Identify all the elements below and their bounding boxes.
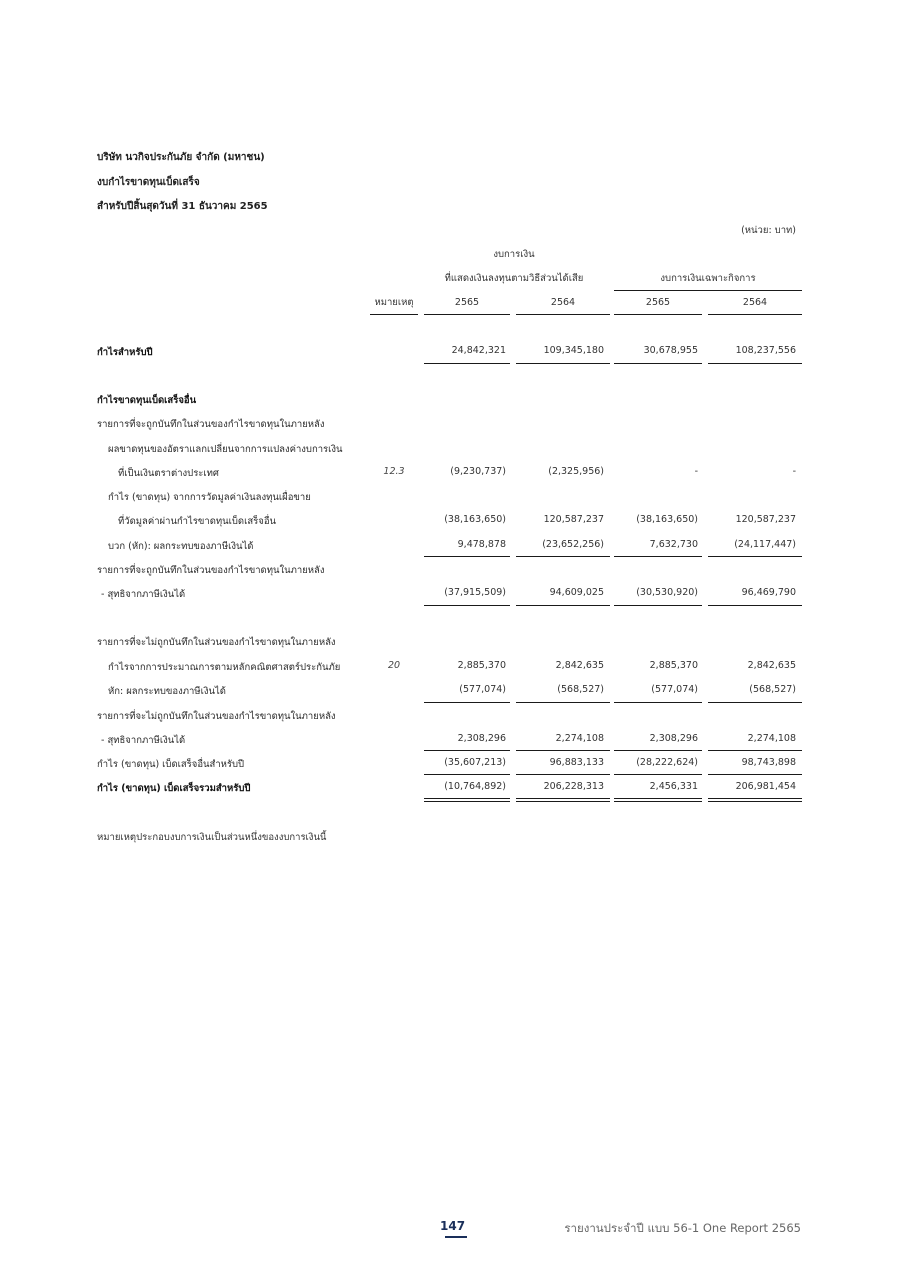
row-label: - สุทธิจากภาษีเงินได้ (101, 589, 186, 600)
amount-cell: (568,527) (749, 684, 796, 695)
amount-cell: (577,074) (651, 684, 698, 695)
row-label: รายการที่จะไม่ถูกบันทึกในส่วนของกำไรขาดทุนในภายหลัง (97, 637, 336, 648)
amount-cell: 206,981,454 (735, 781, 796, 792)
total-rule (424, 363, 510, 364)
amount-cell: (23,652,256) (542, 539, 604, 550)
row-label: กำไร (ขาดทุน) จากการวัดมูลค่าเงินลงทุนเผื่อขาย (108, 492, 311, 503)
total-rule (708, 605, 802, 606)
header-rule (370, 314, 418, 315)
row-label: บวก (หัก): ผลกระทบของภาษีเงินได้ (108, 541, 254, 552)
total-rule (424, 774, 510, 775)
total-rule (708, 363, 802, 364)
amount-cell: (10,764,892) (444, 781, 506, 792)
row-label: รายการที่จะถูกบันทึกในส่วนของกำไรขาดทุนในภายหลัง (97, 565, 325, 576)
header-rule (516, 314, 610, 315)
amount-cell: (577,074) (459, 684, 506, 695)
total-rule (708, 774, 802, 775)
amount-cell: - (792, 466, 796, 477)
total-rule (424, 798, 510, 799)
row-label: รายการที่จะไม่ถูกบันทึกในส่วนของกำไรขาดทุนในภายหลัง (97, 711, 336, 722)
row-label: กำไรจากการประมาณการตามหลักคณิตศาสตร์ประกันภัย (108, 662, 341, 673)
row-label: รายการที่จะถูกบันทึกในส่วนของกำไรขาดทุนในภายหลัง (97, 419, 325, 430)
amount-cell: 98,743,898 (741, 757, 796, 768)
footnote: หมายเหตุประกอบงบการเงินเป็นส่วนหนึ่งของงบการเงินนี้ (97, 832, 327, 843)
amount-cell: (38,163,650) (636, 514, 698, 525)
report-title: รายงานประจำปี แบบ 56-1 One Report 2565 (564, 1221, 801, 1235)
amount-cell: - (694, 466, 698, 477)
note-ref: 20 (387, 660, 401, 671)
amount-cell: 120,587,237 (543, 514, 604, 525)
total-rule (516, 774, 610, 775)
statement-period: สำหรับปีสิ้นสุดวันที่ 31 ธันวาคม 2565 (97, 201, 268, 212)
total-rule (614, 750, 702, 751)
amount-cell: (35,607,213) (444, 757, 506, 768)
row-label: ผลขาดทุนของอัตราแลกเปลี่ยนจากการแปลงค่างบการเงิน (108, 444, 343, 455)
row-label: กำไร (ขาดทุน) เบ็ดเสร็จอื่นสำหรับปี (97, 759, 245, 770)
total-rule (516, 556, 610, 557)
row-label: กำไร (ขาดทุน) เบ็ดเสร็จรวมสำหรับปี (97, 783, 251, 794)
amount-cell: 2,274,108 (555, 733, 604, 744)
total-rule (424, 750, 510, 751)
amount-cell: 2,274,108 (747, 733, 796, 744)
amount-cell: (568,527) (557, 684, 604, 695)
header-rule (424, 314, 510, 315)
total-rule (516, 798, 610, 799)
statement-title: งบกำไรขาดทุนเบ็ดเสร็จ (97, 177, 200, 188)
total-rule (424, 605, 510, 606)
year-heading: 2565 (454, 297, 480, 308)
total-rule (424, 801, 510, 802)
year-heading: 2564 (742, 297, 768, 308)
year-heading: 2564 (550, 297, 576, 308)
amount-cell: (9,230,737) (450, 466, 506, 477)
unit-label: (หน่วย: บาท) (741, 225, 796, 236)
total-rule (708, 702, 802, 703)
total-rule (614, 363, 702, 364)
group-equity-heading-1: งบการเงิน (493, 249, 535, 260)
amount-cell: 109,345,180 (543, 345, 604, 356)
amount-cell: (38,163,650) (444, 514, 506, 525)
group-equity-heading-2: ที่แสดงเงินลงทุนตามวิธีส่วนได้เสีย (444, 273, 584, 284)
note-ref: 12.3 (383, 466, 405, 477)
total-rule (614, 605, 702, 606)
amount-cell: 2,456,331 (649, 781, 698, 792)
amount-cell: 30,678,955 (643, 345, 698, 356)
total-rule (516, 801, 610, 802)
total-rule (614, 702, 702, 703)
amount-cell: 2,308,296 (649, 733, 698, 744)
note-column-heading: หมายเหตุ (374, 297, 414, 308)
amount-cell: 2,842,635 (747, 660, 796, 671)
amount-cell: 2,308,296 (457, 733, 506, 744)
row-label: หัก: ผลกระทบของภาษีเงินได้ (108, 686, 226, 697)
amount-cell: 94,609,025 (549, 587, 604, 598)
row-label: กำไรสำหรับปี (97, 347, 153, 358)
amount-cell: 108,237,556 (735, 345, 796, 356)
amount-cell: 7,632,730 (649, 539, 698, 550)
amount-cell: 206,228,313 (543, 781, 604, 792)
group-separate-heading: งบการเงินเฉพาะกิจการ (660, 273, 756, 284)
total-rule (708, 750, 802, 751)
total-rule (708, 556, 802, 557)
total-rule (424, 556, 510, 557)
page-number-underline (445, 1236, 467, 1238)
amount-cell: 96,469,790 (741, 587, 796, 598)
row-label: ที่เป็นเงินตราต่างประเทศ (118, 468, 219, 479)
amount-cell: 9,478,878 (457, 539, 506, 550)
total-rule (516, 605, 610, 606)
amount-cell: 24,842,321 (451, 345, 506, 356)
row-label: กำไรขาดทุนเบ็ดเสร็จอื่น (97, 395, 197, 406)
total-rule (614, 801, 702, 802)
row-label: - สุทธิจากภาษีเงินได้ (101, 735, 186, 746)
amount-cell: 96,883,133 (549, 757, 604, 768)
header-rule (708, 314, 802, 315)
amount-cell: 2,842,635 (555, 660, 604, 671)
total-rule (708, 798, 802, 799)
amount-cell: 2,885,370 (457, 660, 506, 671)
row-label: ที่วัดมูลค่าผ่านกำไรขาดทุนเบ็ดเสร็จอื่น (118, 516, 277, 527)
amount-cell: (2,325,956) (548, 466, 604, 477)
amount-cell: 120,587,237 (735, 514, 796, 525)
year-heading: 2565 (645, 297, 671, 308)
company-name: บริษัท นวกิจประกันภัย จำกัด (มหาชน) (97, 152, 265, 163)
total-rule (516, 750, 610, 751)
amount-cell: (24,117,447) (734, 539, 796, 550)
amount-cell: (28,222,624) (636, 757, 698, 768)
header-rule (614, 314, 702, 315)
amount-cell: (30,530,920) (636, 587, 698, 598)
total-rule (614, 798, 702, 799)
total-rule (516, 363, 610, 364)
total-rule (614, 556, 702, 557)
amount-cell: (37,915,509) (444, 587, 506, 598)
total-rule (614, 774, 702, 775)
amount-cell: 2,885,370 (649, 660, 698, 671)
group-separate-rule (614, 290, 802, 291)
total-rule (516, 702, 610, 703)
total-rule (424, 702, 510, 703)
page-number: 147 (440, 1219, 466, 1233)
total-rule (708, 801, 802, 802)
